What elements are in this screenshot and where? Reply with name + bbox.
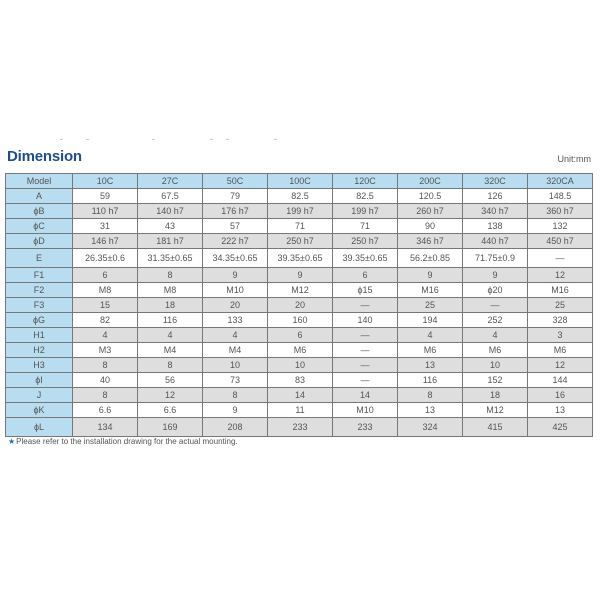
table-cell: 31.35±0.65 xyxy=(138,249,203,268)
table-cell: 67.5 xyxy=(138,189,203,204)
table-cell: ϕ15 xyxy=(333,283,398,298)
table-cell: 71 xyxy=(268,219,333,234)
column-header: 200C xyxy=(398,174,463,189)
table-cell: 415 xyxy=(463,418,528,437)
table-cell: 8 xyxy=(138,268,203,283)
table-cell: 20 xyxy=(268,298,333,313)
table-cell: 440 h7 xyxy=(463,234,528,249)
row-label: ϕB xyxy=(6,204,73,219)
table-row xyxy=(6,313,593,328)
table-cell: 194 xyxy=(398,313,463,328)
table-cell: 425 xyxy=(528,418,593,437)
table-cell: 26.35±0.6 xyxy=(73,249,138,268)
table-cell: M10 xyxy=(203,283,268,298)
row-label: F2 xyxy=(6,283,73,298)
table-cell: M6 xyxy=(528,343,593,358)
table-cell: M8 xyxy=(73,283,138,298)
row-label: F3 xyxy=(6,298,73,313)
table-cell: 6.6 xyxy=(73,403,138,418)
table-cell: 450 h7 xyxy=(528,234,593,249)
dimension-table xyxy=(5,173,593,437)
table-cell: 13 xyxy=(398,358,463,373)
table-cell: 110 h7 xyxy=(73,204,138,219)
table-cell: 59 xyxy=(73,189,138,204)
row-label: E xyxy=(6,249,73,268)
table-cell: M12 xyxy=(463,403,528,418)
star-icon: ★ xyxy=(8,437,16,446)
table-cell: 340 h7 xyxy=(463,204,528,219)
table-cell: 18 xyxy=(463,388,528,403)
table-cell: 144 xyxy=(528,373,593,388)
table-cell: — xyxy=(333,358,398,373)
table-cell: 140 xyxy=(333,313,398,328)
table-cell: 120.5 xyxy=(398,189,463,204)
table-cell: 39.35±0.65 xyxy=(268,249,333,268)
column-header: 10C xyxy=(73,174,138,189)
table-cell: 152 xyxy=(463,373,528,388)
table-cell: 9 xyxy=(463,268,528,283)
table-cell: 83 xyxy=(268,373,333,388)
table-cell: 260 h7 xyxy=(398,204,463,219)
table-cell: 126 xyxy=(463,189,528,204)
table-row xyxy=(6,219,593,234)
row-label: ϕL xyxy=(6,418,73,437)
table-cell: 160 xyxy=(268,313,333,328)
table-cell: 133 xyxy=(203,313,268,328)
table-cell: — xyxy=(463,298,528,313)
table-cell: 12 xyxy=(138,388,203,403)
row-label: H2 xyxy=(6,343,73,358)
column-header: 320CA xyxy=(528,174,593,189)
table-cell: 9 xyxy=(203,268,268,283)
table-cell: 8 xyxy=(73,358,138,373)
row-label: ϕD xyxy=(6,234,73,249)
table-body xyxy=(6,189,593,437)
table-cell: 4 xyxy=(398,328,463,343)
table-cell: M6 xyxy=(268,343,333,358)
table-cell: 4 xyxy=(203,328,268,343)
table-row xyxy=(6,268,593,283)
table-cell: 6 xyxy=(268,328,333,343)
column-header: 100C xyxy=(268,174,333,189)
row-label: A xyxy=(6,189,73,204)
table-cell: 6 xyxy=(333,268,398,283)
table-cell: 12 xyxy=(528,268,593,283)
row-label: J xyxy=(6,388,73,403)
table-cell: 56 xyxy=(138,373,203,388)
table-cell: 360 h7 xyxy=(528,204,593,219)
table-cell: 13 xyxy=(398,403,463,418)
row-label: ϕI xyxy=(6,373,73,388)
table-cell: 116 xyxy=(138,313,203,328)
table-cell: 169 xyxy=(138,418,203,437)
table-cell: 233 xyxy=(268,418,333,437)
table-cell: 40 xyxy=(73,373,138,388)
table-cell: 82.5 xyxy=(268,189,333,204)
table-cell: M4 xyxy=(138,343,203,358)
table-cell: 10 xyxy=(463,358,528,373)
table-cell: — xyxy=(333,328,398,343)
table-cell: 13 xyxy=(528,403,593,418)
table-cell: 6.6 xyxy=(138,403,203,418)
unit-label: Unit:mm xyxy=(557,154,591,164)
table-cell: 324 xyxy=(398,418,463,437)
table-cell: 252 xyxy=(463,313,528,328)
table-cell: 10 xyxy=(203,358,268,373)
table-cell: 18 xyxy=(138,298,203,313)
table-cell: 90 xyxy=(398,219,463,234)
row-label: ϕG xyxy=(6,313,73,328)
table-cell: 233 xyxy=(333,418,398,437)
table-cell: 250 h7 xyxy=(268,234,333,249)
table-cell: 25 xyxy=(398,298,463,313)
table-row xyxy=(6,283,593,298)
table-cell: 146 h7 xyxy=(73,234,138,249)
table-cell: — xyxy=(333,298,398,313)
row-label: ϕC xyxy=(6,219,73,234)
table-cell: 9 xyxy=(203,403,268,418)
table-cell: 12 xyxy=(528,358,593,373)
column-header: 120C xyxy=(333,174,398,189)
table-cell: 8 xyxy=(203,388,268,403)
table-cell: M4 xyxy=(203,343,268,358)
table-cell: M12 xyxy=(268,283,333,298)
table-cell: 346 h7 xyxy=(398,234,463,249)
table-cell: 8 xyxy=(398,388,463,403)
table-cell: 9 xyxy=(268,268,333,283)
table-cell: 6 xyxy=(73,268,138,283)
table-cell: 4 xyxy=(73,328,138,343)
table-row xyxy=(6,403,593,418)
table-row xyxy=(6,204,593,219)
table-cell: M8 xyxy=(138,283,203,298)
table-cell: 34.35±0.65 xyxy=(203,249,268,268)
table-cell: — xyxy=(528,249,593,268)
table-cell: 14 xyxy=(268,388,333,403)
table-cell: 132 xyxy=(528,219,593,234)
table-cell: 16 xyxy=(528,388,593,403)
table-row xyxy=(6,388,593,403)
table-cell: 148.5 xyxy=(528,189,593,204)
table-row xyxy=(6,343,593,358)
table-cell: 56.2±0.85 xyxy=(398,249,463,268)
table-cell: 8 xyxy=(138,358,203,373)
row-label: H1 xyxy=(6,328,73,343)
table-cell: M6 xyxy=(398,343,463,358)
column-header: 27C xyxy=(138,174,203,189)
table-cell: ϕ20 xyxy=(463,283,528,298)
section-title: Dimension xyxy=(7,148,82,165)
table-cell: 181 h7 xyxy=(138,234,203,249)
table-cell: 199 h7 xyxy=(333,204,398,219)
table-cell: 71 xyxy=(333,219,398,234)
column-header-model: Model xyxy=(6,174,73,189)
table-cell: M3 xyxy=(73,343,138,358)
table-cell: 14 xyxy=(333,388,398,403)
table-cell: 82 xyxy=(73,313,138,328)
table-cell: 116 xyxy=(398,373,463,388)
table-cell: 10 xyxy=(268,358,333,373)
table-cell: 15 xyxy=(73,298,138,313)
footnote xyxy=(8,437,238,446)
table-cell: 31 xyxy=(73,219,138,234)
table-cell: 73 xyxy=(203,373,268,388)
table-cell: M10 xyxy=(333,403,398,418)
footnote-text: Please refer to the installation drawing for the actual mounting. xyxy=(16,437,238,446)
table-cell: 250 h7 xyxy=(333,234,398,249)
table-cell: 328 xyxy=(528,313,593,328)
table-cell: 222 h7 xyxy=(203,234,268,249)
table-row xyxy=(6,418,593,437)
table-cell: 79 xyxy=(203,189,268,204)
row-label: F1 xyxy=(6,268,73,283)
table-cell: 3 xyxy=(528,328,593,343)
table-header-row xyxy=(6,174,593,189)
table-cell: M16 xyxy=(398,283,463,298)
table-cell: 39.35±0.65 xyxy=(333,249,398,268)
table-cell: 82.5 xyxy=(333,189,398,204)
table-cell: M6 xyxy=(463,343,528,358)
table-cell: 11 xyxy=(268,403,333,418)
table-cell: 138 xyxy=(463,219,528,234)
table-row xyxy=(6,249,593,268)
row-label: ϕK xyxy=(6,403,73,418)
table-row xyxy=(6,358,593,373)
table-cell: 140 h7 xyxy=(138,204,203,219)
table-row xyxy=(6,189,593,204)
table-cell: 4 xyxy=(138,328,203,343)
table-cell: 4 xyxy=(463,328,528,343)
table-cell: — xyxy=(333,343,398,358)
table-cell: 199 h7 xyxy=(268,204,333,219)
table-cell: 9 xyxy=(398,268,463,283)
table-cell: 43 xyxy=(138,219,203,234)
table-row xyxy=(6,328,593,343)
table-cell: 20 xyxy=(203,298,268,313)
table-cell: 8 xyxy=(73,388,138,403)
table-cell: 176 h7 xyxy=(203,204,268,219)
table-cell: 57 xyxy=(203,219,268,234)
table-cell: 208 xyxy=(203,418,268,437)
artifact-specks xyxy=(0,139,600,143)
table-cell: 134 xyxy=(73,418,138,437)
table-row xyxy=(6,234,593,249)
table-row xyxy=(6,373,593,388)
column-header: 320C xyxy=(463,174,528,189)
table-cell: M16 xyxy=(528,283,593,298)
column-header: 50C xyxy=(203,174,268,189)
row-label: H3 xyxy=(6,358,73,373)
table-row xyxy=(6,298,593,313)
table-cell: 25 xyxy=(528,298,593,313)
table-cell: 71.75±0.9 xyxy=(463,249,528,268)
table-cell: — xyxy=(333,373,398,388)
